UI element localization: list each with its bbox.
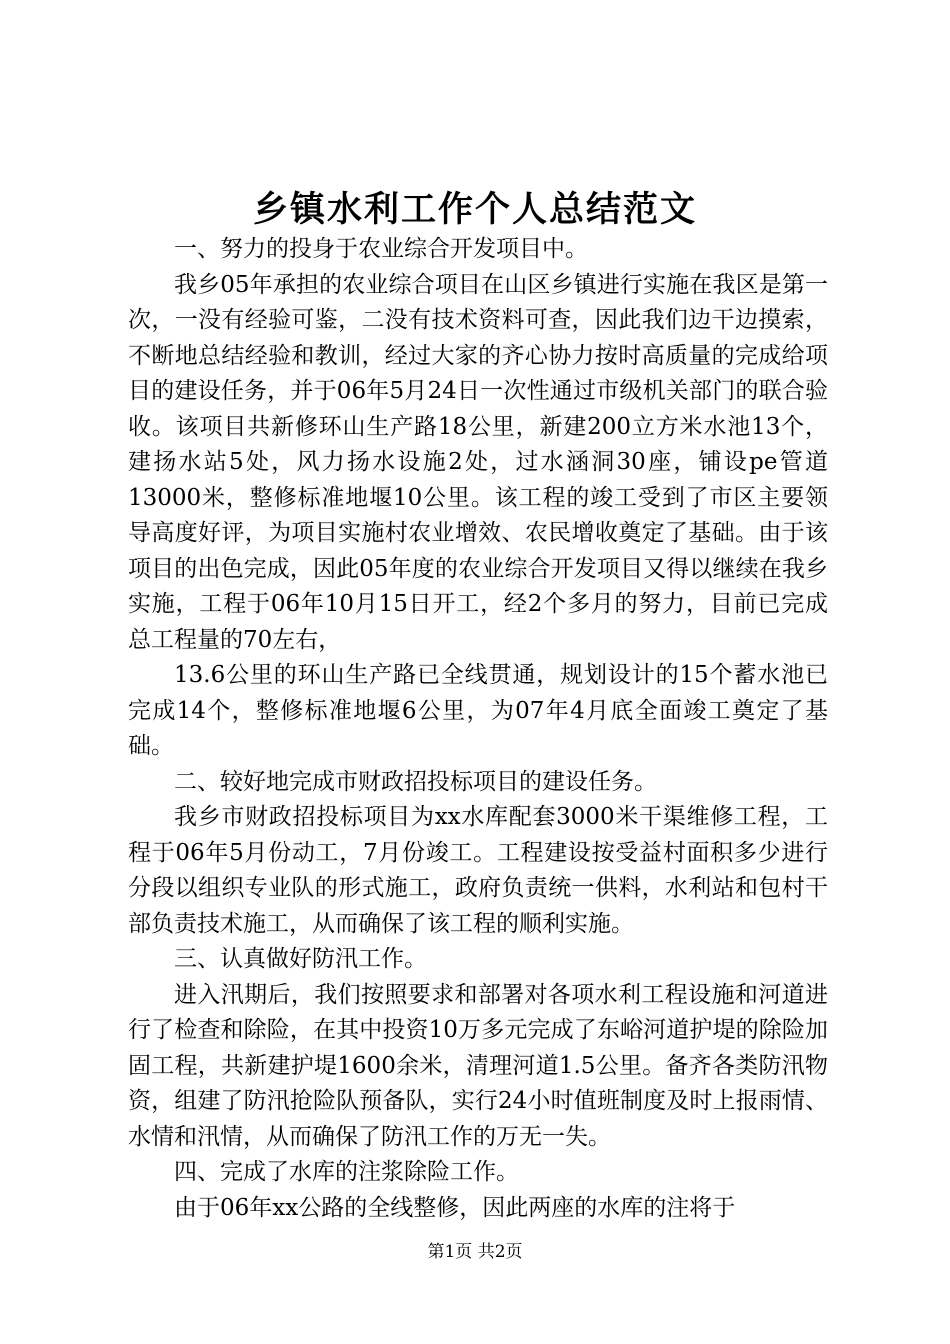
paragraph-2: 13.6公里的环山生产路已全线贯通，规划设计的15个蓄水池已完成14个，整修标准地堰6公里，为07年4月底全面竣工奠定了基础。 [128, 662, 828, 759]
page-footer: 第1页 共2页 [427, 1242, 523, 1262]
paragraph-5: 由于06年xx公路的全线整修，因此两座的水库的注将于 [174, 1194, 736, 1221]
paragraph-3: 我乡市财政招投标项目为xx水库配套3000米干渠维修工程，工程于06年5月份动工，7月份竣工。工程建设按受益村面积多少进行分段以组织专业队的形式施工，政府负责统一供料，水利站和包村干部负责技术施工，从而确保了该工程的顺利实施。 [128, 804, 828, 937]
section-heading-4: 四、完成了水库的注浆除险工作。 [174, 1159, 519, 1185]
section-heading-2: 二、较好地完成市财政招投标项目的建设任务。 [174, 768, 657, 795]
document-body [128, 232, 828, 1226]
section-heading-3: 三、认真做好防汛工作。 [174, 946, 427, 972]
section-heading-1: 一、努力的投身于农业综合开发项目中。 [174, 236, 588, 262]
paragraph-4: 进入汛期后，我们按照要求和部署对各项水利工程设施和河道进行了检查和除险，在其中投资10万多元完成了东峪河道护堤的除险加固工程，共新建护堤1600余米，清理河道1.5公里。备齐各类防汛物资，组建了防汛抢险队预备队，实行24小时值班制度及时上报雨情、水情和汛情，从而确保了防汛工作的万无一失。 [128, 981, 828, 1150]
paragraph-1: 我乡05年承担的农业综合项目在山区乡镇进行实施在我区是第一次，一没有经验可鉴，二没有技术资料可查，因此我们边干边摸索，不断地总结经验和教训，经过大家的齐心协力按时高质量的完成给项目的建设任务，并于06年5月24日一次性通过市级机关部门的联合验收。该项目共新修环山生产路18公里，新建200立方米水池13个，建扬水站5处，风力扬水设施2处，过水涵洞30座，铺设pe管道13000米，整修标准地堰10公里。该工程的竣工受到了市区主要领导高度好评，为项目实施村农业增效、农民增收奠定了基础。由于该项目的出色完成，因此05年度的农业综合开发项目又得以继续在我乡实施，工程于06年10月15日开工，经2个多月的努力，目前已完成总工程量的70左右， [128, 271, 828, 653]
document-title: 乡镇水利工作个人总结范文 [252, 189, 697, 230]
